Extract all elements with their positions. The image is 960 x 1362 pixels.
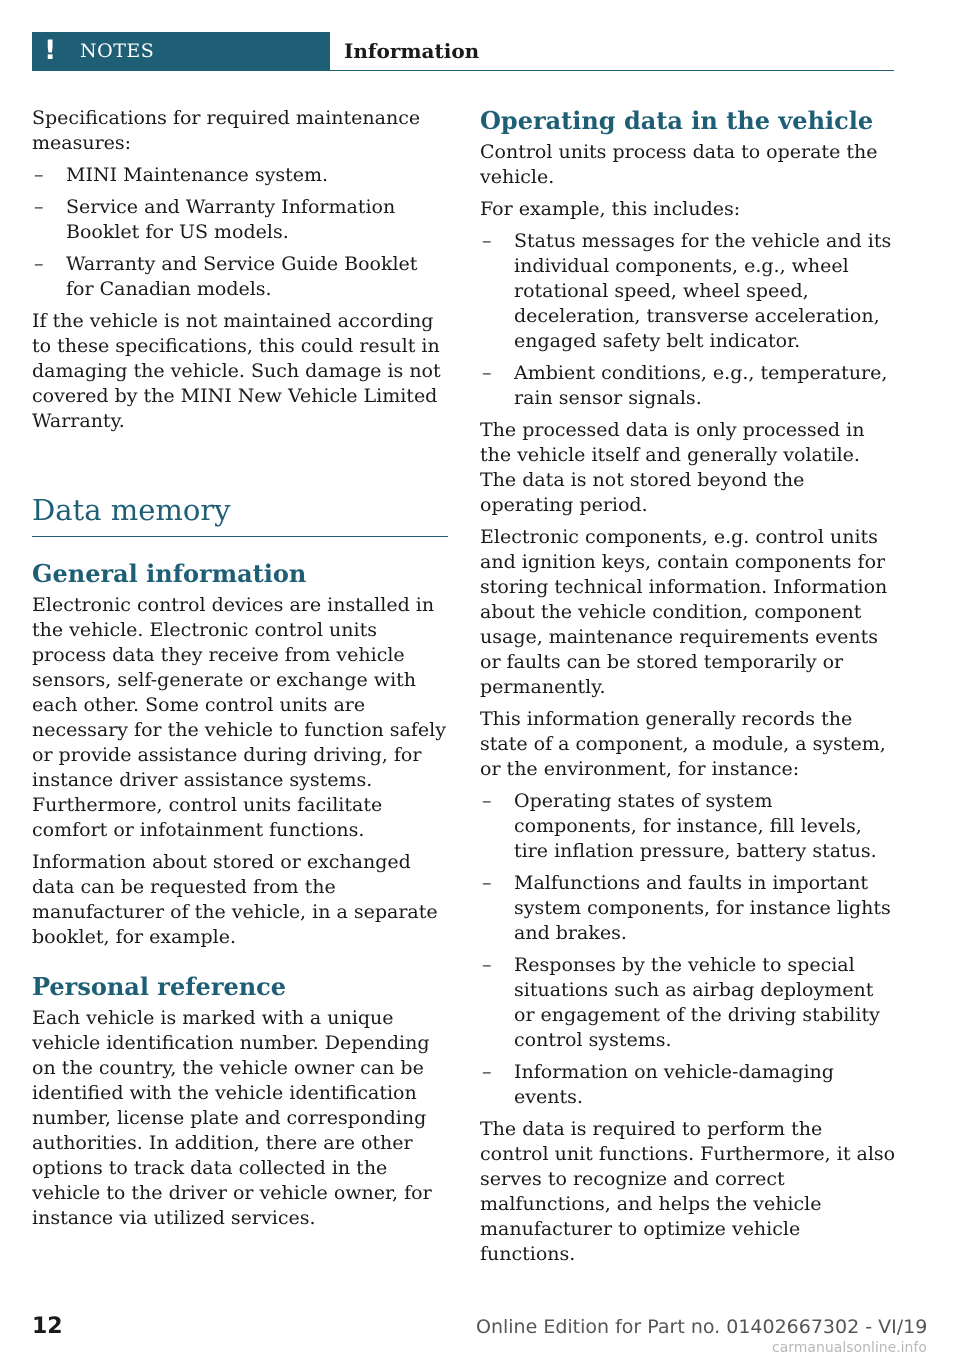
- operating-paragraph: Control units process data to operate the vehicle.: [480, 141, 878, 188]
- data-memory-heading: Data memory: [32, 492, 448, 537]
- operating-paragraph: The data is required to perform the control unit functions. Furthermore, it also serves to recognize and correct malfunctions, and helps the vehicle manufacturer to optimize vehicle functions.: [480, 1118, 896, 1265]
- general-paragraph: Information about stored or exchanged data can be requested from the manufacturer of the vehicle, in a separate booklet, for example.: [32, 851, 438, 948]
- operating-paragraph: For example, this includes:: [480, 198, 741, 220]
- list-item: – Information on vehicle-damaging events.: [480, 1060, 896, 1110]
- list-item: – Malfunctions and faults in important system components, for instance lights and brakes.: [480, 871, 896, 946]
- list-item: – MINI Maintenance system.: [32, 163, 448, 188]
- list-item: – Responses by the vehicle to special situations such as airbag deployment or engagement of the driving stability control systems.: [480, 953, 896, 1053]
- list-item: – Warranty and Service Guide Booklet for Canadian models.: [32, 252, 448, 302]
- list-item: – Operating states of system components, for instance, fill levels, tire inflation pressure, battery status.: [480, 789, 896, 864]
- page-number: 12: [32, 1314, 63, 1339]
- operating-paragraph: Electronic components, e.g. control units and ignition keys, contain components for storing technical information. Information about the vehicle condition, component usage, maintenance requirements events or faults can be stored temporarily or permanently.: [480, 526, 888, 698]
- notes-tab: [32, 32, 330, 70]
- maintenance-warning: If the vehicle is not maintained according to these specifications, this could result in damaging the vehicle. Such damage is not covered by the MINI New Vehicle Limited Warranty.: [32, 310, 441, 432]
- section-title: Information: [344, 39, 480, 63]
- notes-label: NOTES: [80, 40, 155, 62]
- page-header: [32, 32, 894, 71]
- list-item: – Service and Warranty Information Booklet for US models.: [32, 195, 448, 245]
- operating-paragraph: This information generally records the state of a component, a module, a system, or the environment, for instance:: [480, 708, 886, 780]
- watermark-text: carmanualsonline.info: [772, 1340, 927, 1356]
- list-item: – Status messages for the vehicle and its individual components, e.g., wheel rotational speed, wheel speed, deceleration, transverse acceleration, engaged safety belt indicator.: [480, 229, 896, 354]
- maintenance-list: [32, 163, 448, 302]
- operating-list: [480, 229, 896, 411]
- maintenance-intro: Specifications for required maintenance measures:: [32, 107, 421, 154]
- personal-reference-heading: Personal reference: [32, 972, 287, 1001]
- left-column: [32, 106, 448, 1238]
- state-list: [480, 789, 896, 1110]
- exclamation-icon: !: [44, 35, 57, 66]
- right-column: [480, 106, 896, 1274]
- operating-data-heading: Operating data in the vehicle: [480, 106, 874, 135]
- general-information-heading: General information: [32, 559, 307, 588]
- list-item: – Ambient conditions, e.g., temperature, rain sensor signals.: [480, 361, 896, 411]
- operating-paragraph: The processed data is only processed in the vehicle itself and generally volatile. The data is not stored beyond the operating period.: [480, 419, 865, 516]
- personal-paragraph: Each vehicle is marked with a unique vehicle identification number. Depending on the country, the vehicle owner can be identified with the vehicle identification number, license plate and corresponding authorities. In addition, there are other options to track data collected in the vehicle to the driver or vehicle owner, for instance via utilized services.: [32, 1007, 432, 1229]
- edition-text: Online Edition for Part no. 01402667302 - VI/19: [476, 1316, 928, 1338]
- general-paragraph: Electronic control devices are installed in the vehicle. Electronic control units process data they receive from vehicle sensors, self-generate or exchange with each other. Some control units are necessary for the vehicle to function safely or provide assistance during driving, for instance driver assistance systems. Furthermore, control units facilitate comfort or infotainment functions.: [32, 594, 446, 841]
